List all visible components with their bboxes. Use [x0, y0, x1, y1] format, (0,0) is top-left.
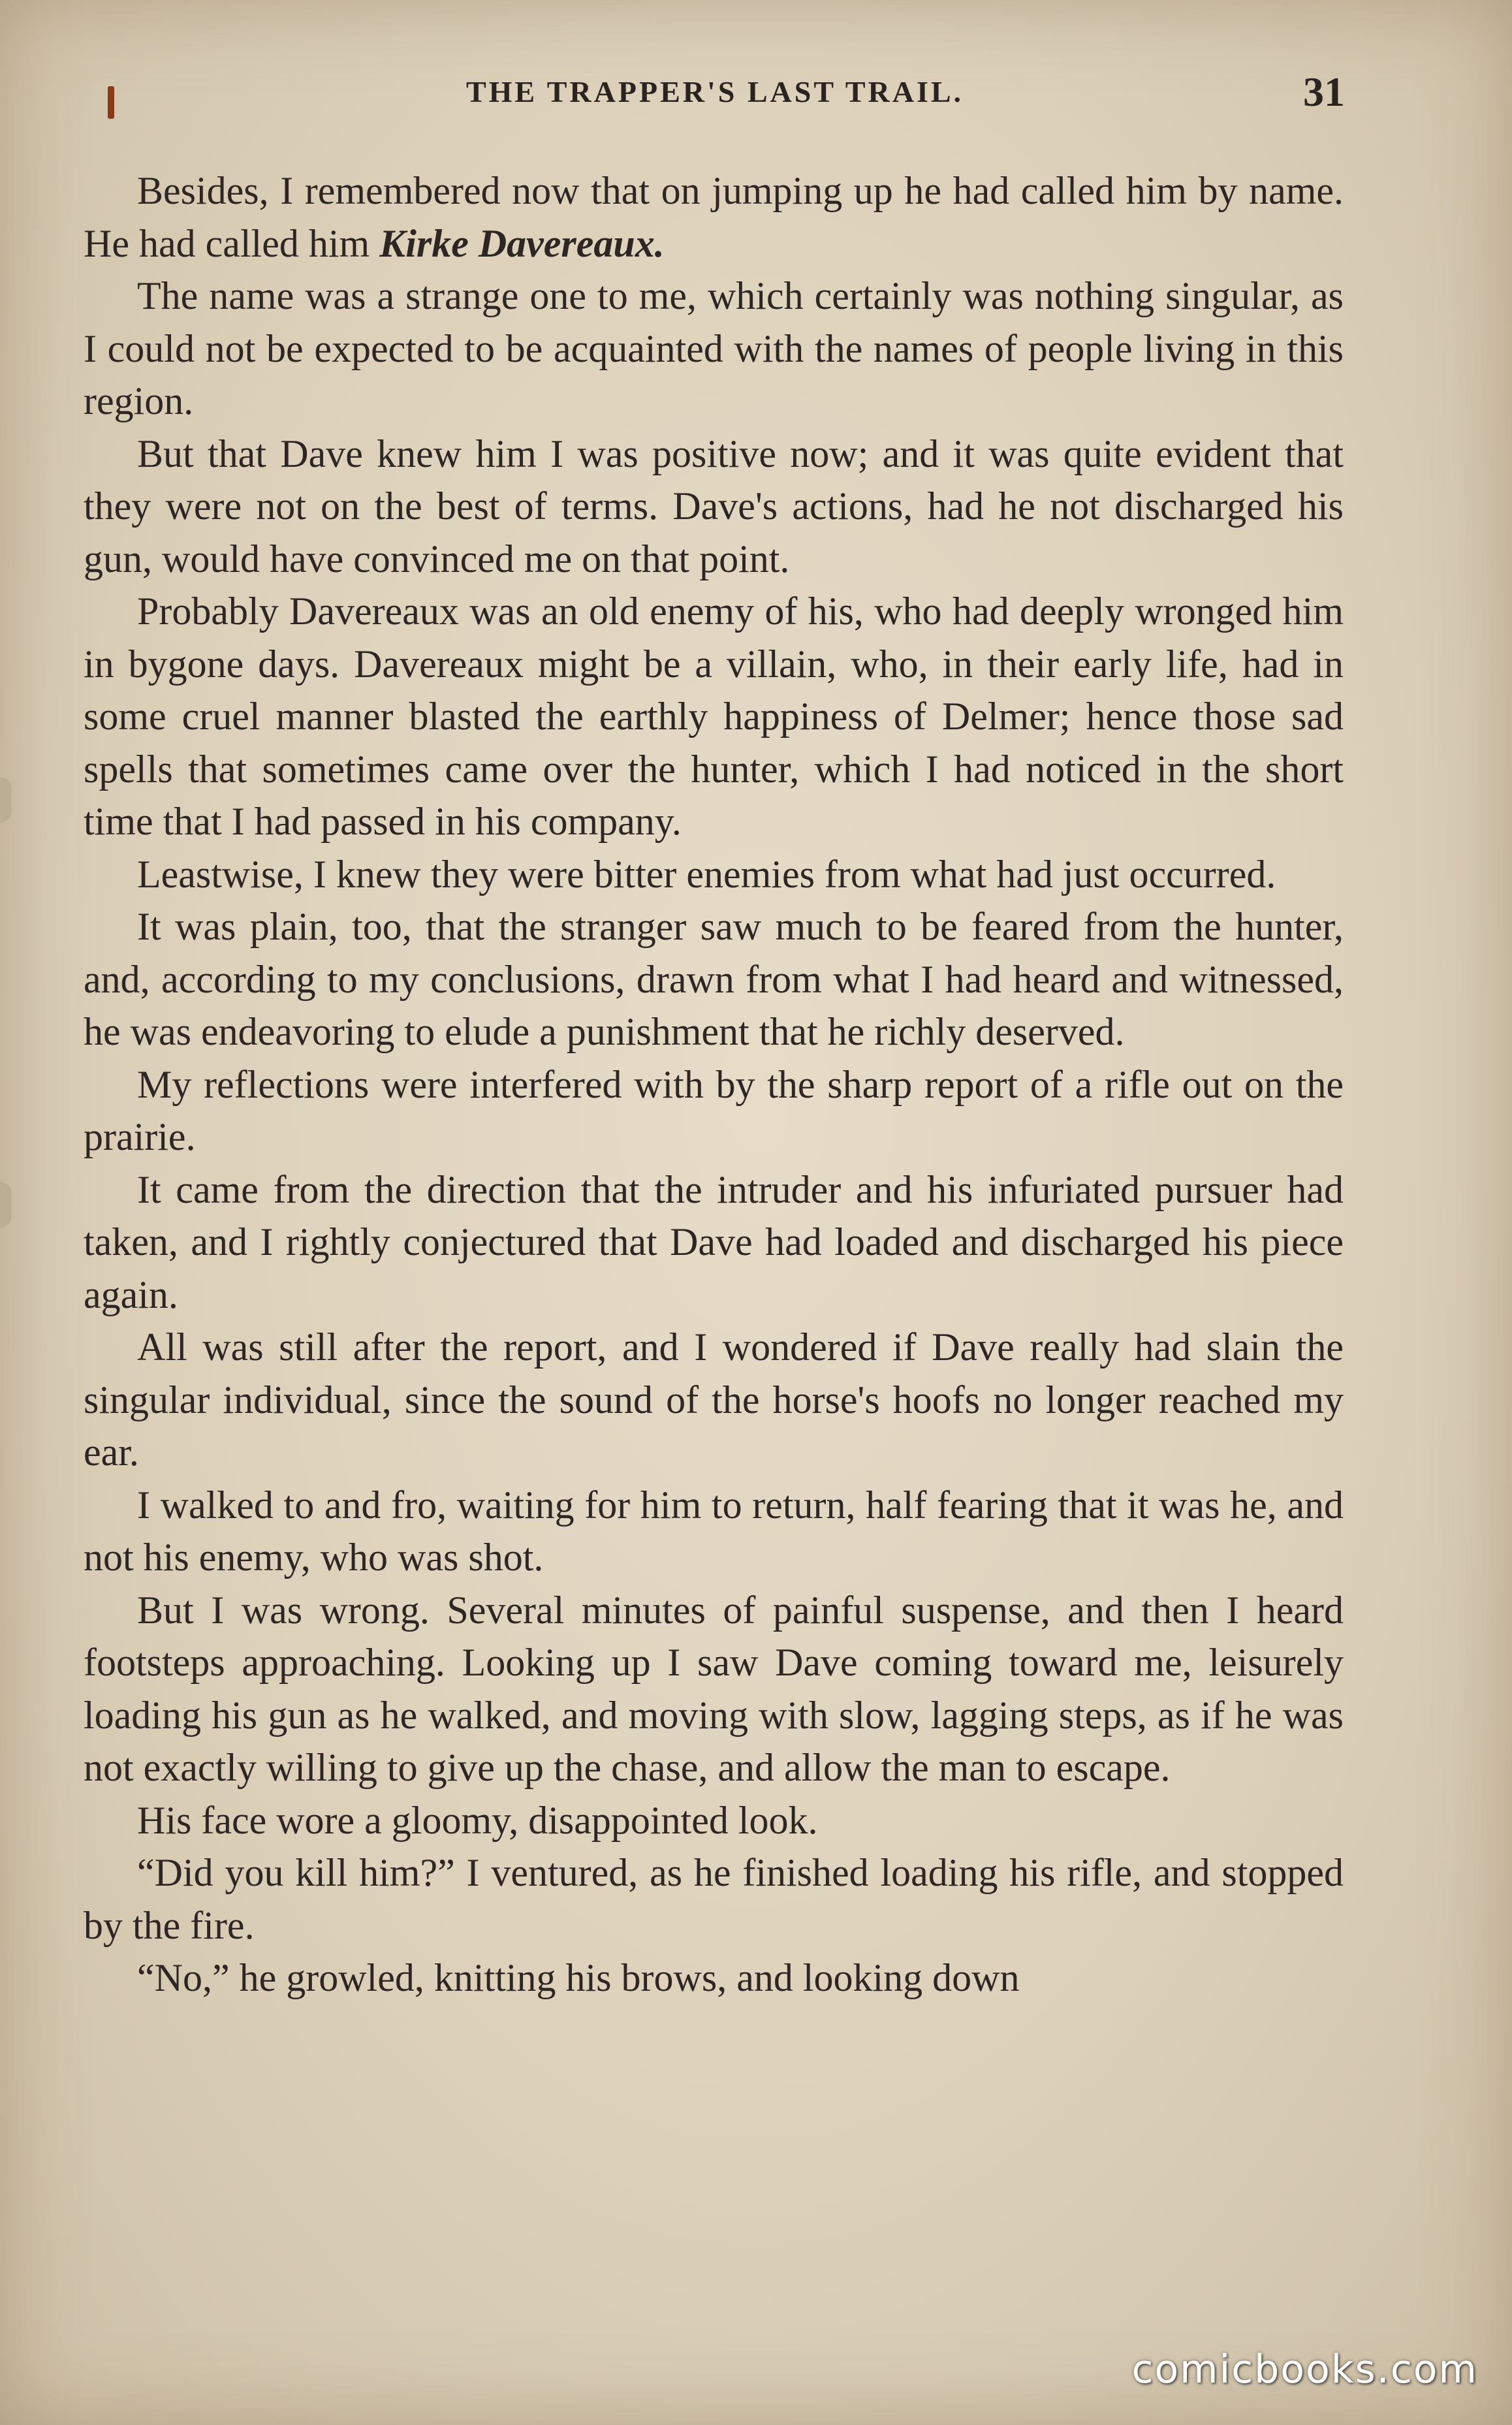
running-head: THE TRAPPER'S LAST TRAIL. [465, 75, 964, 108]
paragraph [84, 165, 1344, 270]
paragraph: I walked to and fro, waiting for him to return, half fearing that it was he, and not his enemy, who was shot. [84, 1483, 1344, 1579]
paragraph: “No,” he growled, knitting his brows, and looking down [137, 1956, 1020, 1999]
paragraph: His face wore a gloomy, disappointed look. [137, 1798, 818, 1842]
paragraph: All was still after the report, and I wondered if Dave really had slain the singular individual, since the sound of the horse's hoofs no longer reached my ear. [84, 1325, 1344, 1474]
paragraph: Leastwise, I knew they were bitter enemies from what had just occurred. [137, 852, 1276, 896]
page-header [85, 68, 1345, 127]
italic-name: Kirke Davereaux. [379, 221, 665, 265]
paragraph-text: Besides, I remembered now that on jumping up he had called him by name. He had called him [84, 169, 1344, 265]
binding-hole [0, 1182, 12, 1228]
paragraph: “Did you kill him?” I ventured, as he finished loading his rifle, and stopped by the fire. [84, 1851, 1344, 1947]
paragraph: Probably Davereaux was an old enemy of his, who had deeply wronged him in bygone days. Davereaux might be a villain, who, in their early life, had in some cruel manner blasted the earthly happiness of Delmer; hence those sad spells that sometimes came over the hunter, which I had noticed in the short time that I had passed in his company. [84, 590, 1344, 843]
paragraph: The name was a strange one to me, which certainly was nothing singular, as I could not be expected to be acquainted with the names of people living in this region. [84, 274, 1344, 422]
paragraph: It came from the direction that the intruder and his infuriated pursuer had taken, and I rightly conjectured that Dave had loaded and discharged his piece again. [84, 1167, 1344, 1316]
page-number: 31 [1303, 69, 1345, 115]
paragraph: My reflections were interfered with by the sharp report of a rifle out on the prairie. [84, 1062, 1344, 1158]
paragraph: It was plain, too, that the stranger saw much to be feared from the hunter, and, according to my conclusions, drawn from what I had heard and witnessed, he was endeavoring to elude a punishment that he richly deserved. [84, 905, 1344, 1053]
body-text [84, 165, 1344, 2005]
paragraph: But that Dave knew him I was positive now; and it was quite evident that they were not on the best of terms. Dave's actions, had he not discharged his gun, would have convinced me on that point. [84, 432, 1344, 580]
paragraph: But I was wrong. Several minutes of painful suspense, and then I heard footsteps approaching. Looking up I saw Dave coming toward me, leisurely loading his gun as he walked, and moving with slow, lagging steps, as if he was not exactly willing to give up the chase, and allow the man to escape. [84, 1588, 1344, 1789]
watermark: comicbooks.com [1131, 2347, 1478, 2392]
binding-hole [0, 777, 12, 823]
